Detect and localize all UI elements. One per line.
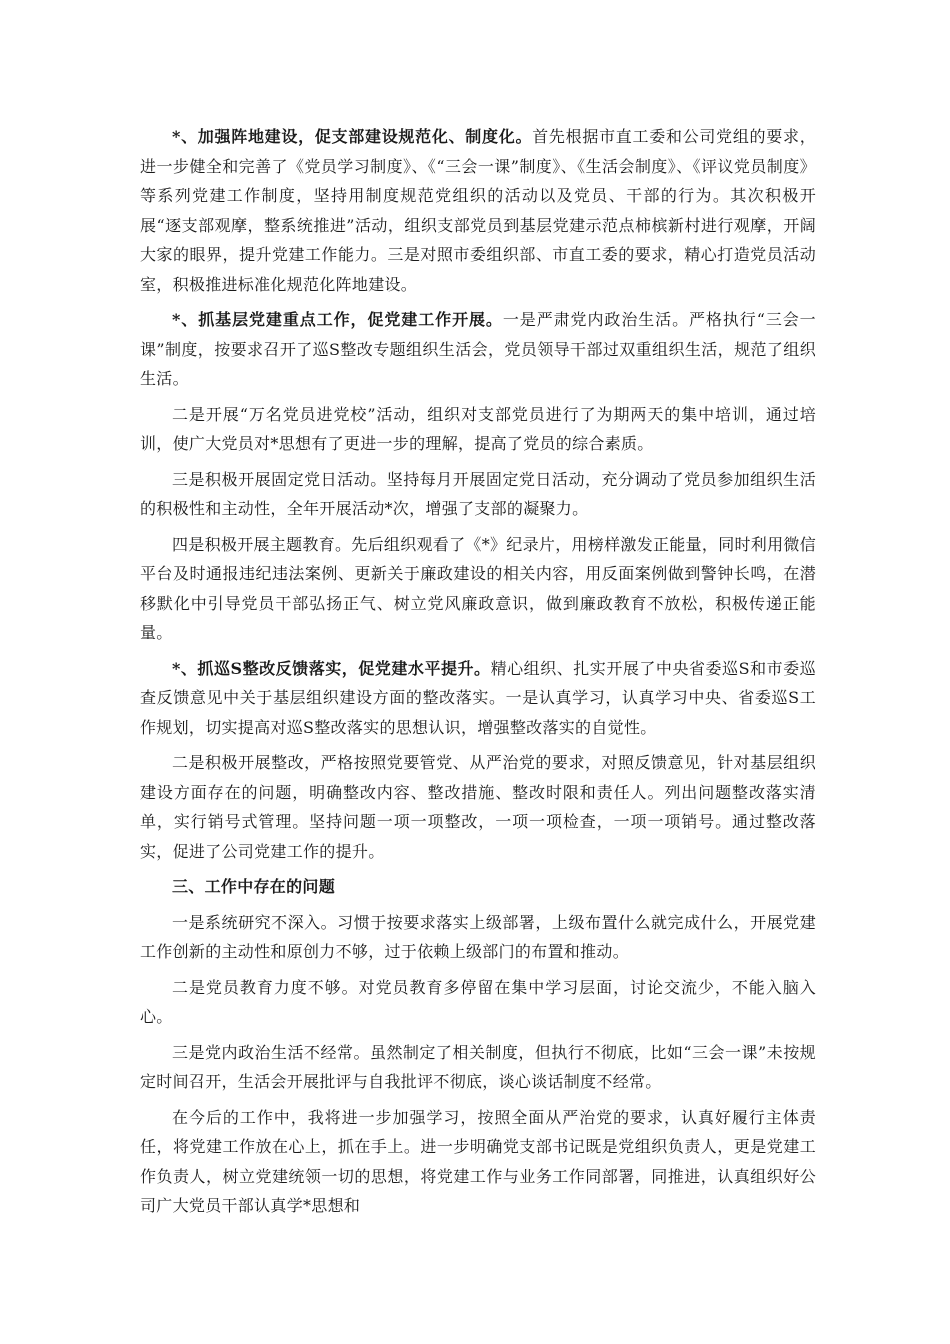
section-heading: 三、工作中存在的问题 [172,877,336,896]
paragraph-text: 三是党内政治生活不经常。虽然制定了相关制度，但执行不彻底，比如“三会一课”未按规定时间召开，生活会开展批评与自我批评不彻底，谈心谈话制度不经常。 [140,1042,816,1091]
paragraph-text: 二是党员教育力度不够。对党员教育多停留在集中学习层面，讨论交流少，不能入脑入心。 [140,977,816,1026]
paragraph-text: 一是系统研究不深入。习惯于按要求落实上级部署，上级布置什么就完成什么，开展党建工作创新的主动性和原创力不够，过于依赖上级部门的布置和推动。 [140,912,816,961]
document-page [140,122,816,1227]
paragraph-inspection-rectification [140,654,816,743]
paragraph-problem-two [140,973,816,1032]
paragraph-lead: *、抓巡S整改反馈落实，促党建水平提升。 [172,658,491,678]
paragraph-future-work [140,1103,816,1221]
paragraph-text: 二是开展“万名党员进党校”活动，组织对支部党员进行了为期两天的集中培训，通过培训，使广大党员对*思想有了更进一步的理解，提高了党员的综合素质。 [140,404,816,453]
paragraph-text: 四是积极开展主题教育。先后组织观看了《*》纪录片，用榜样激发正能量，同时利用微信平台及时通报违纪违法案例、更新关于廉政建设的相关内容，用反面案例做到警钟长鸣，在潜移默化中引导党员干部弘扬正气、树立党风廉政意识，做到廉政教育不放松，积极传递正能量。 [140,534,817,642]
paragraph-theme-education [140,530,816,648]
paragraph-text: 一是严肃党内政治生活。严格执行“三会一课”制度，按要求召开了巡S整改专题组织生活会，党员领导干部过双重组织生活，规范了组织生活。 [140,310,816,388]
paragraph-text: 首先根据市直工委和公司党组的要求，进一步健全和完善了《党员学习制度》、《“三会一课”制度》、《生活会制度》、《评议党员制度》等系列党建工作制度，坚持用制度规范党组织的活动以及党员、干部的行为。其次积极开展“逐支部观摩，整系统推进”活动，组织支部党员到基层党建示范点柿槟新村进行观摩，开阔大家的眼界，提升党建工作能力。三是对照市委组织部、市直工委的要求，精心打造党员活动室，积极推进标准化规范化阵地建设。 [140,127,816,294]
paragraph-key-work [140,305,816,394]
paragraph-text: 三是积极开展固定党日活动。坚持每月开展固定党日活动，充分调动了党员参加组织生活的积极性和主动性，全年开展活动*次，增强了支部的凝聚力。 [140,469,816,518]
paragraph-lead: *、加强阵地建设，促支部建设规范化、制度化。 [172,127,533,146]
paragraph-text: 在今后的工作中，我将进一步加强学习，按照全面从严治党的要求，认真好履行主体责任，将党建工作放在心上，抓在手上。进一步明确党支部书记既是党组织负责人，更是党建工作负责人，树立党建统领一切的思想，将党建工作与业务工作同部署，同推进，认真组织好公司广大党员干部认真学*思想和 [140,1107,816,1215]
paragraph-party-day [140,465,816,524]
paragraph-text: 精心组织、扎实开展了中央省委巡S和市委巡查反馈意见中关于基层组织建设方面的整改落实。一是认真学习，认真学习中央、省委巡S工作规划，切实提高对巡S整改落实的思想认识，增强整改落实的自觉性。 [140,658,816,737]
paragraph-position-building [140,122,816,299]
paragraph-party-school [140,400,816,459]
paragraph-lead: *、抓基层党建重点工作，促党建工作开展。 [172,310,503,329]
paragraph-problem-three [140,1038,816,1097]
paragraph-problem-one [140,908,816,967]
paragraph-rectification-detail [140,748,816,866]
paragraph-text: 二是积极开展整改，严格按照党要管党、从严治党的要求，对照反馈意见，针对基层组织建设方面存在的问题，明确整改内容、整改措施、整改时限和责任人。列出问题整改落实清单，实行销号式管理。坚持问题一项一项整改，一项一项检查，一项一项销号。通过整改落实，促进了公司党建工作的提升。 [140,753,816,861]
